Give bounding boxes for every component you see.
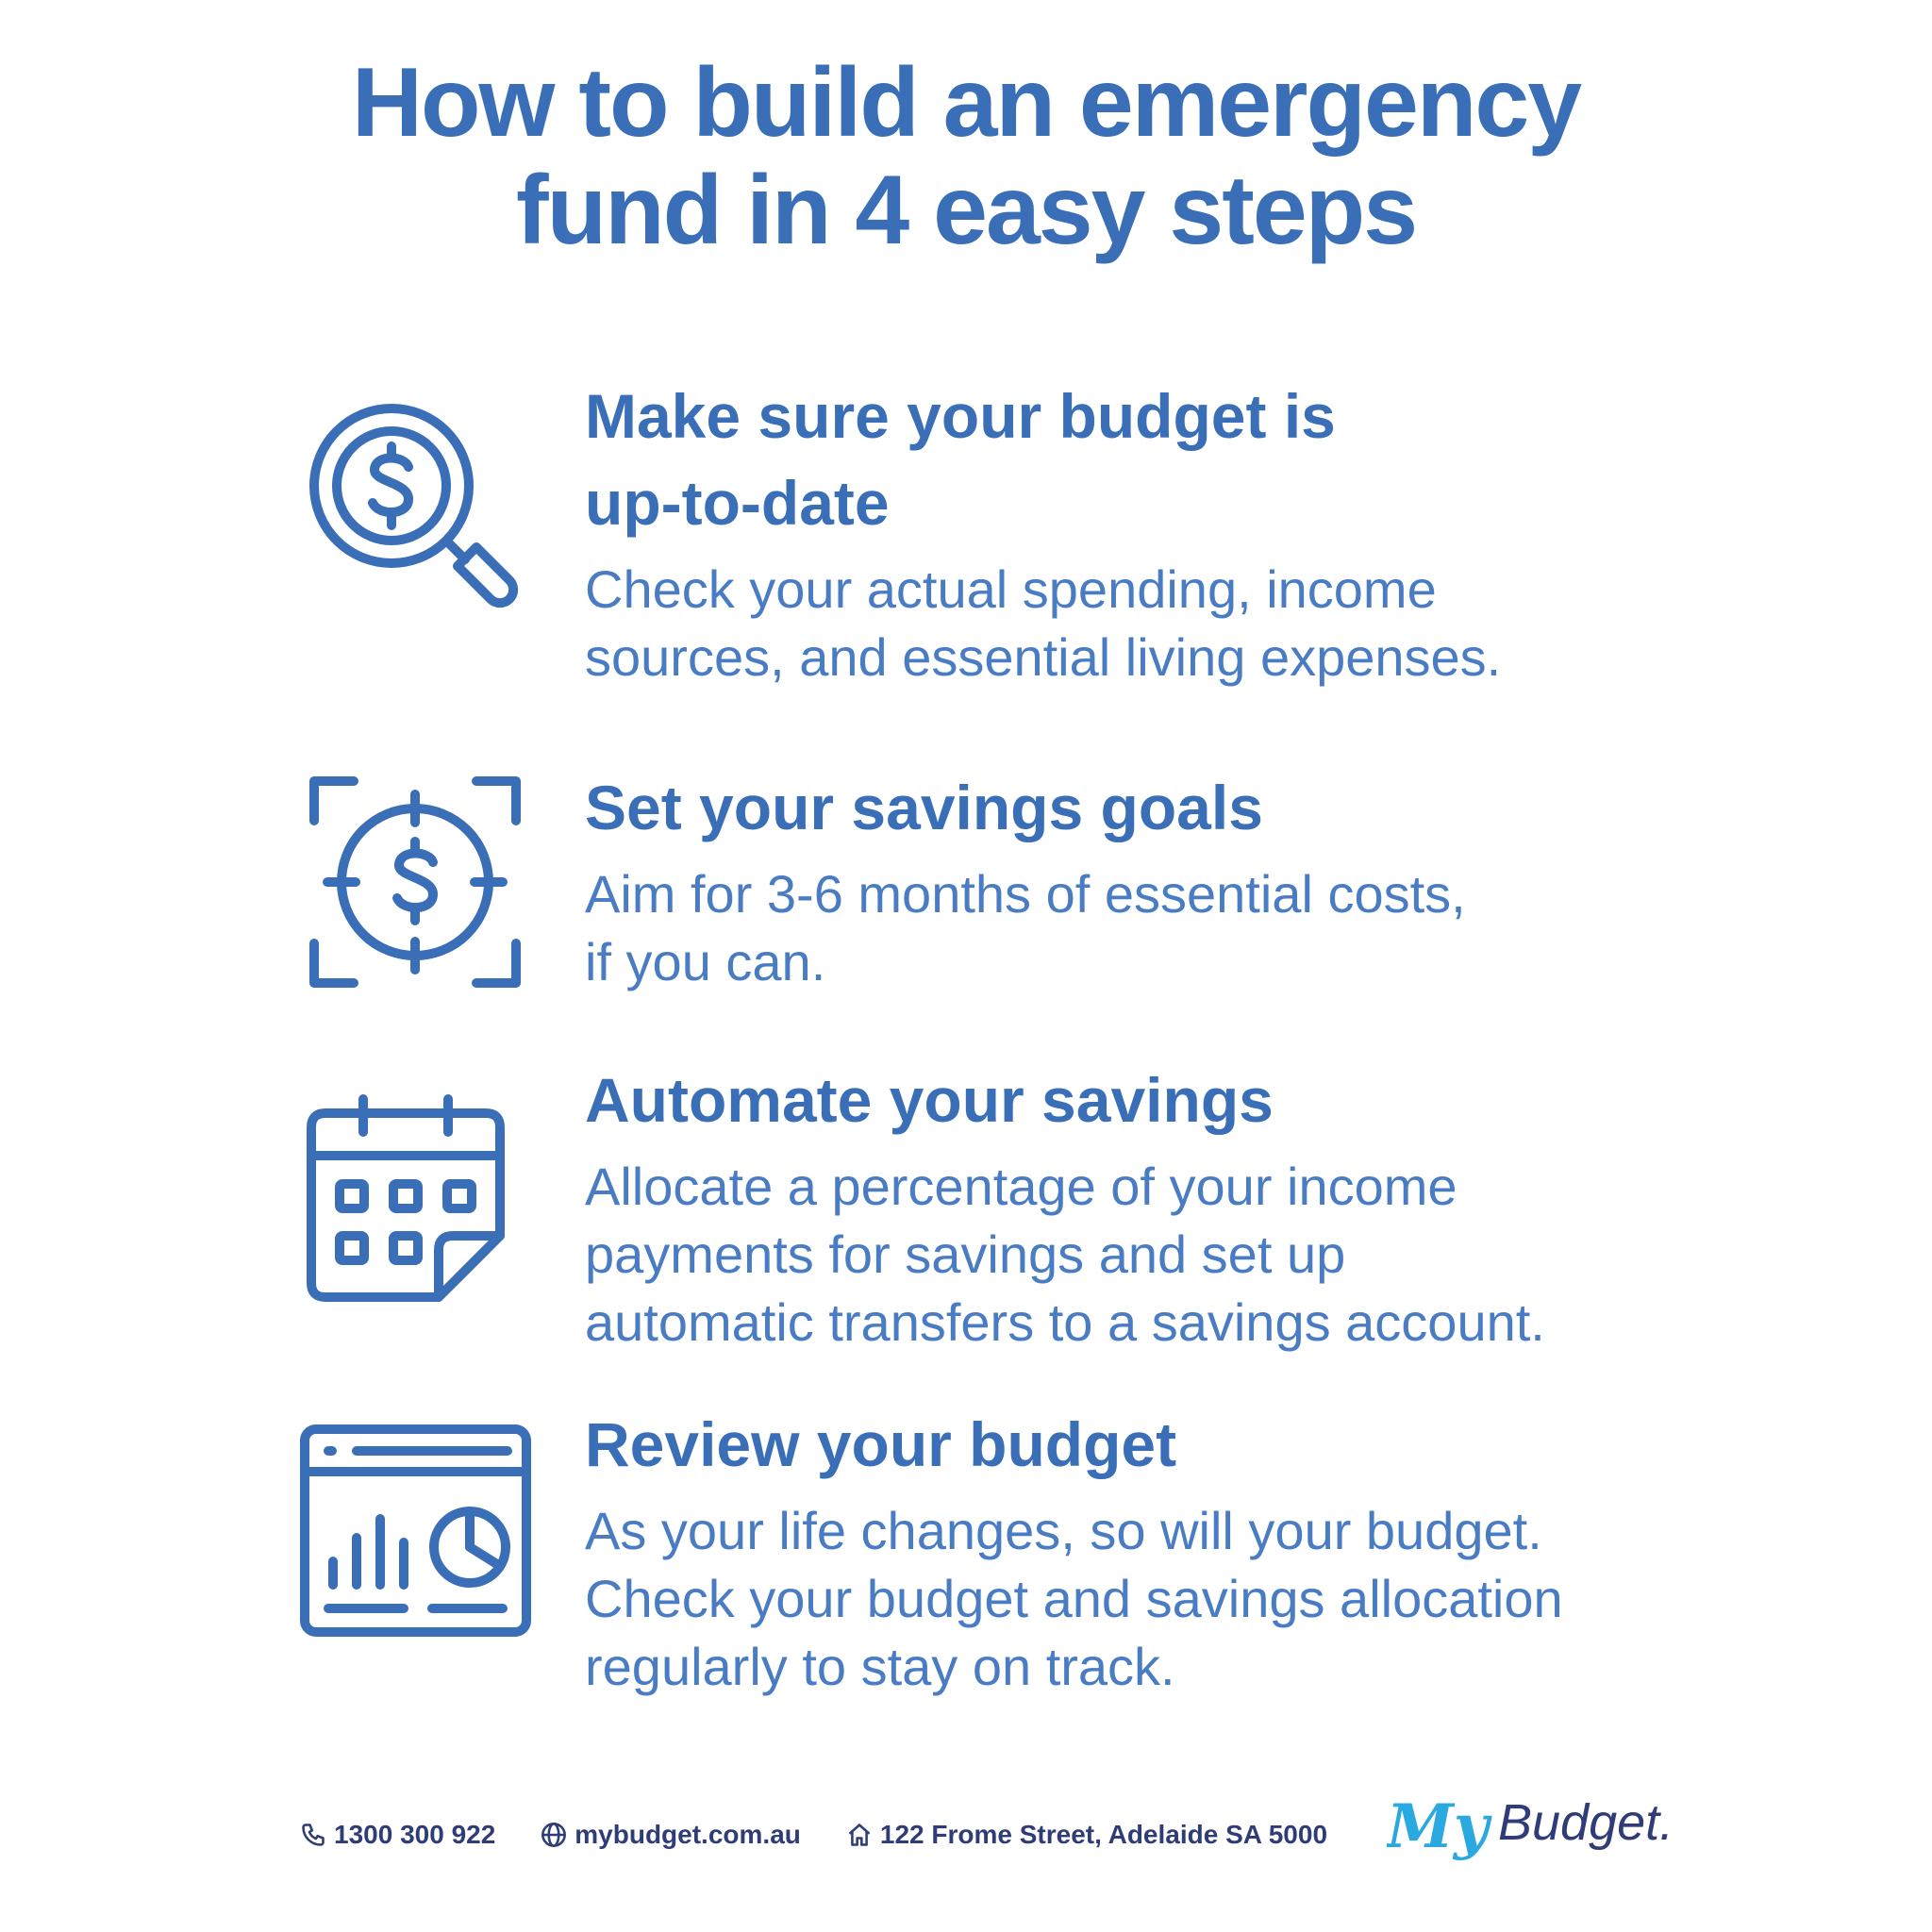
step-4-heading: Review your budget [585, 1409, 1177, 1479]
home-icon [846, 1822, 873, 1848]
step-3-body: Allocate a percentage of your income payments for savings and set up automatic transfers to a savings account. [585, 1157, 1545, 1352]
step-1-heading: Make sure your budget is up-to-date [585, 381, 1336, 538]
target-dollar-icon [307, 774, 524, 991]
magnifier-dollar-icon [307, 401, 524, 618]
step-4-body: As your life changes, so will your budget. Check your budget and savings allocation regularly to stay on track. [585, 1501, 1563, 1696]
logo-budget: Budget. [1498, 1794, 1674, 1851]
footer-phone[interactable] [300, 1820, 495, 1850]
step-3-text [585, 1057, 1717, 1357]
step-1-text [585, 373, 1717, 691]
footer-address-text: 122 Frome Street, Adelaide SA 5000 [879, 1820, 1328, 1849]
footer-website-text: mybudget.com.au [575, 1820, 801, 1849]
step-1-body: Check your actual spending, income sources, and essential living expenses. [585, 559, 1502, 687]
footer-address [846, 1820, 1327, 1850]
step-2-heading: Set your savings goals [585, 773, 1263, 842]
footer-phone-text: 1300 300 922 [334, 1820, 496, 1849]
step-4-text [585, 1401, 1717, 1701]
page-title [0, 49, 1932, 264]
footer-website[interactable] [541, 1820, 801, 1850]
footer-contact [300, 1807, 1373, 1863]
page-title-line-2: fund in 4 easy steps [515, 156, 1417, 265]
dashboard-chart-icon [300, 1424, 531, 1637]
page-title-line-1: How to build an emergency [351, 48, 1581, 158]
logo-my: My [1387, 1791, 1490, 1862]
phone-icon [300, 1822, 326, 1848]
step-2-text [585, 764, 1717, 996]
step-3-heading: Automate your savings [585, 1065, 1274, 1135]
calendar-icon [307, 1094, 524, 1311]
globe-icon [541, 1822, 567, 1848]
mybudget-logo [1387, 1781, 1689, 1875]
step-2-body: Aim for 3-6 months of essential costs, if you can. [585, 864, 1466, 991]
